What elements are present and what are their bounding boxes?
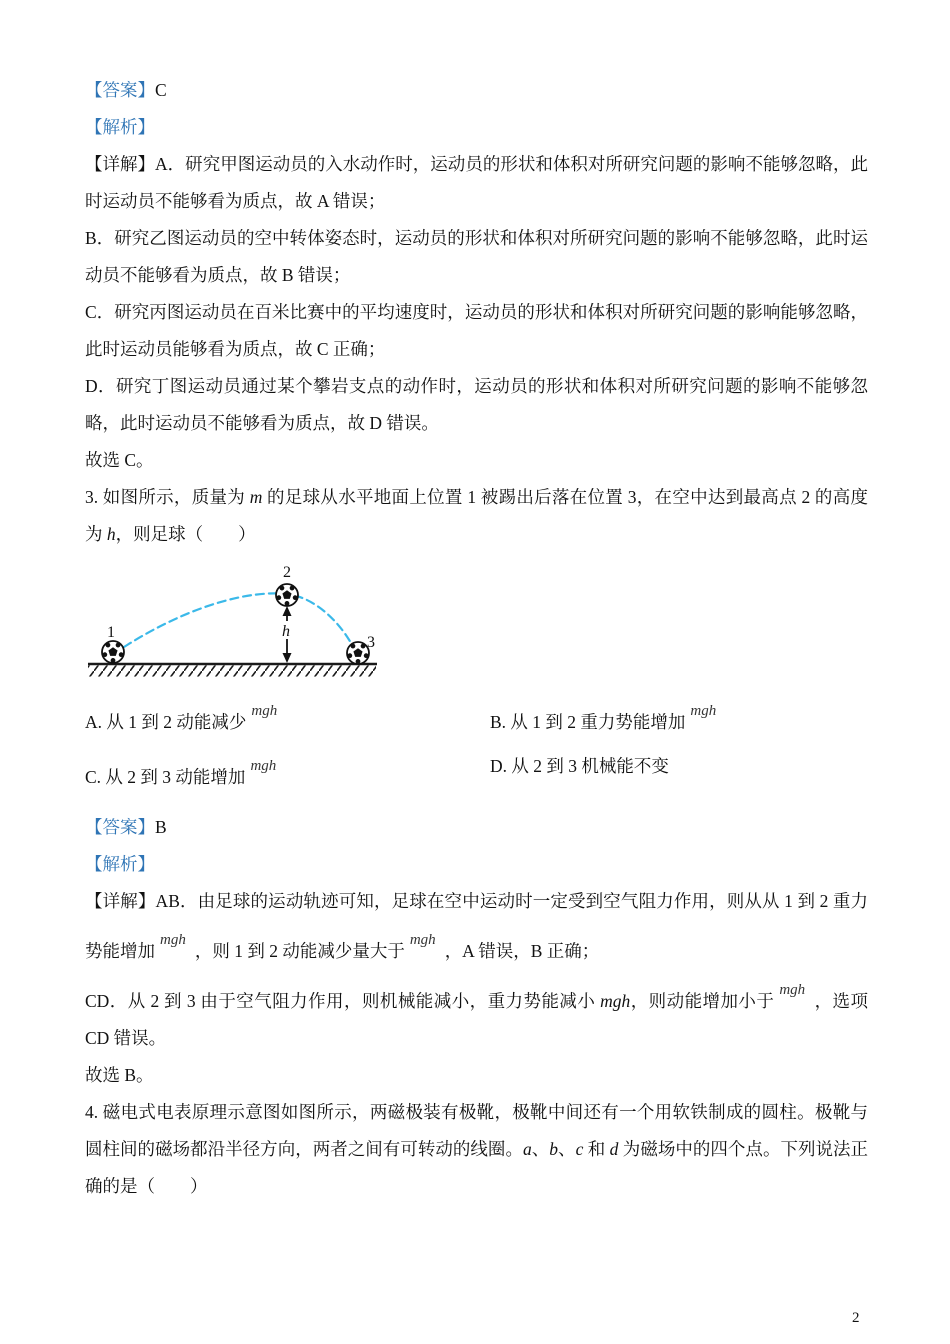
equation-mgh: mgh bbox=[409, 932, 436, 948]
equation-mgh: mgh bbox=[250, 758, 277, 774]
answer-value: B bbox=[155, 817, 167, 837]
option-c bbox=[85, 746, 490, 797]
text-run: A. 从 1 到 2 动能减少 bbox=[85, 712, 247, 732]
soccer-ball-icon bbox=[347, 642, 369, 664]
text-run: 和 bbox=[583, 1139, 610, 1159]
equation-mgh: mgh bbox=[160, 932, 186, 948]
answer-label: 【答案】 bbox=[85, 80, 155, 100]
q3-detail-paragraph-cd bbox=[85, 970, 868, 1057]
text-run: c bbox=[575, 1139, 584, 1159]
soccer-ball-icon bbox=[276, 584, 298, 606]
trajectory-path bbox=[124, 593, 351, 647]
equation-mgh: mgh bbox=[251, 703, 278, 719]
answer-value: C bbox=[155, 80, 167, 100]
q2-detail-paragraph-c: C．研究丙图运动员在百米比赛中的平均速度时，运动员的形状和体积对所研究问题的影响能够忽略，此时运动员能够看为质点，故 C 正确； bbox=[85, 302, 868, 359]
text-run: 4. 磁电式电表原理示意图如图所示，两磁极装有极靴，极靴中间还有一个用软铁制成的圆柱。极靴与圆柱间的磁场都沿半径方向，两者之间有可转动的线圈。 bbox=[85, 1102, 868, 1159]
equation-mgh: mgh bbox=[690, 703, 717, 719]
option-d bbox=[490, 746, 868, 797]
q2-analysis-line bbox=[85, 109, 868, 146]
text-run: 、 bbox=[531, 1139, 550, 1159]
text-run: a bbox=[522, 1139, 532, 1159]
analysis-label: 【解析】 bbox=[85, 854, 155, 874]
text-run: 、 bbox=[558, 1139, 576, 1159]
height-arrowhead-up bbox=[283, 606, 292, 616]
q2-conclusion: 故选 C。 bbox=[85, 450, 154, 470]
position-1-label: 1 bbox=[107, 624, 115, 641]
option-a bbox=[85, 691, 490, 742]
analysis-label: 【解析】 bbox=[85, 117, 155, 137]
q3-options bbox=[85, 691, 868, 797]
text-run: mgh bbox=[600, 991, 631, 1011]
q3-options-row-2 bbox=[85, 746, 868, 797]
text-run: m bbox=[249, 487, 263, 507]
text-run: D. 从 2 到 3 机械能不变 bbox=[490, 756, 669, 776]
text-run: 3. 如图所示，质量为 bbox=[85, 487, 250, 507]
q3-answer-line bbox=[85, 809, 868, 846]
text-run: 为磁场中的四个点。下列说法正确的是（ ） bbox=[85, 1139, 869, 1196]
equation-mgh: mgh bbox=[779, 982, 806, 998]
q2-answer-line bbox=[85, 72, 868, 109]
text-run: 【详解】AB．由足球的运动轨迹可知，足球在空中运动时一定受到空气阻力作用，则从从 1 到 2 重力势能增加 bbox=[85, 891, 868, 961]
question-4-stem bbox=[85, 1094, 868, 1205]
option-b bbox=[490, 691, 868, 742]
q3-figure bbox=[85, 563, 868, 683]
text-run: ，则 1 到 2 动能减少量大于 bbox=[194, 941, 405, 961]
text-run: h bbox=[106, 524, 116, 544]
trajectory-diagram bbox=[85, 563, 385, 681]
q2-detail-paragraph-d: D．研究丁图运动员通过某个攀岩支点的动作时，运动员的形状和体积对所研究问题的影响不能够忽略，此时运动员不能够看为质点，故 D 错误。 bbox=[85, 376, 868, 433]
q3-analysis-line bbox=[85, 846, 868, 883]
text-run: 的足球从水平地面上位置 1 被踢出后落在位置 3，在空中达到最高点 2 的高度为 bbox=[85, 487, 869, 544]
page-number: 2 bbox=[852, 1310, 860, 1326]
q3-options-row-1 bbox=[85, 691, 868, 742]
text-run: b bbox=[549, 1139, 559, 1159]
q3-detail-paragraph-ab bbox=[85, 883, 868, 970]
position-2-label: 2 bbox=[283, 564, 291, 581]
q2-detail-paragraph-b: B．研究乙图运动员的空中转体姿态时，运动员的形状和体积对所研究问题的影响不能够忽略，此时运动员不能够看为质点，故 B 错误； bbox=[85, 228, 868, 285]
height-label: h bbox=[282, 623, 290, 640]
answer-label: 【答案】 bbox=[85, 817, 155, 837]
ground-hatching bbox=[88, 666, 376, 677]
soccer-ball-icon bbox=[102, 641, 124, 663]
height-arrowhead-down bbox=[283, 653, 292, 663]
text-run: CD．从 2 到 3 由于空气阻力作用，则机械能减小，重力势能减小 bbox=[85, 991, 601, 1011]
text-run: ，则足球（ ） bbox=[115, 524, 256, 544]
text-run: ，选项 CD 错误。 bbox=[85, 991, 869, 1048]
text-run: ，A 错误，B 正确； bbox=[444, 941, 600, 961]
position-3-label: 3 bbox=[367, 634, 375, 651]
question-3-stem bbox=[85, 479, 868, 553]
q2-detail-paragraph-a: 【详解】A．研究甲图运动员的入水动作时，运动员的形状和体积对所研究问题的影响不能够忽略，此时运动员不能够看为质点，故 A 错误； bbox=[85, 154, 868, 211]
text-run: d bbox=[609, 1139, 619, 1159]
text-run: ，则动能增加小于 bbox=[630, 991, 775, 1011]
text-run: B. 从 1 到 2 重力势能增加 bbox=[490, 712, 686, 732]
q3-conclusion: 故选 B。 bbox=[85, 1065, 154, 1085]
text-run: C. 从 2 到 3 动能增加 bbox=[85, 767, 246, 787]
